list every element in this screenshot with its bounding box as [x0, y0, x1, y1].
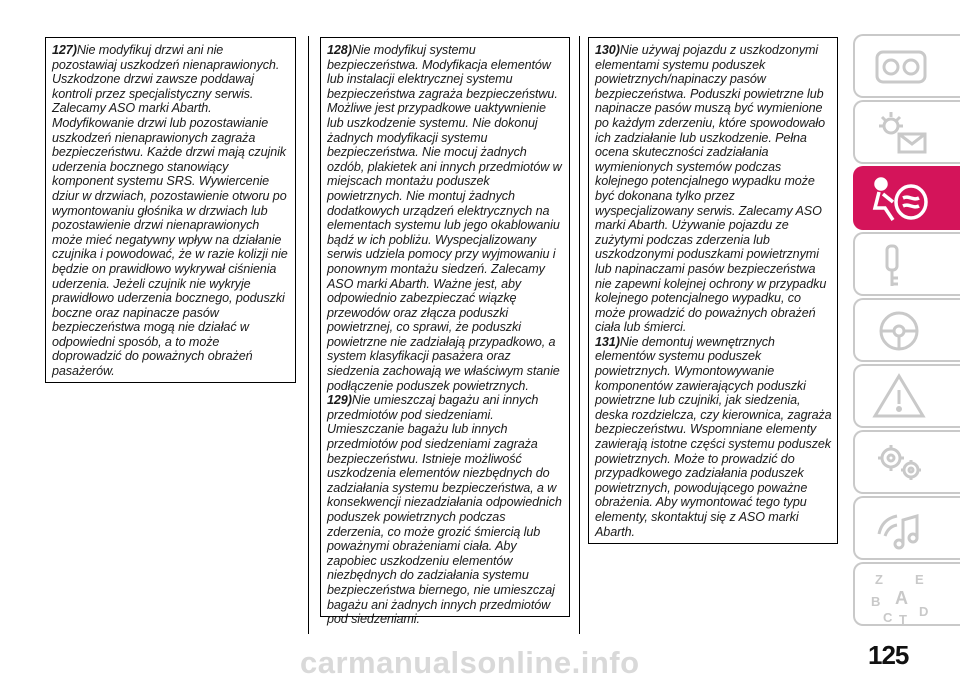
dashboard-icon — [869, 42, 933, 92]
note-number: 130) — [595, 43, 620, 57]
note-number: 128) — [327, 43, 352, 57]
breakdown-triangle-icon — [869, 372, 933, 422]
note-text: Nie używaj pojazdu z uszkodzonymi elementami systemu poduszek powietrznych/napinaczy pasów bezpieczeństwa. Poduszki powietrzne lub napinacze pasów muszą być wymienione po każdym zderzeniu, które spowodowało ich zadziałanie lub uszkodzenie. Pełna ocena skuteczności zadziałania wymienionych systemów podczas kolejnego potencjalnego wypadku może być dokonana tylko przez wyspecjalizowany serwis. Zalecamy ASO marki Abarth. Używanie pojazdu ze zużytymi podczas zderzenia lub uszkodzonymi poduszkami powietrznymi lub napinaczami pasów bezpieczeństwa nie zapewni kolejnej ochrony w przypadku kolejnego potencjalnego wypadku, co może prowadzić do poważnych obrażeń ciała lub śmierci. — [595, 43, 827, 335]
key-ignition-icon — [869, 240, 933, 290]
note-box-130-131 — [588, 37, 838, 544]
index-letter: T — [899, 612, 907, 626]
tab-starting-driving[interactable] — [853, 232, 960, 296]
index-letter: E — [915, 572, 924, 587]
alphabetical-index-icon — [869, 570, 939, 626]
tab-dashboard[interactable] — [853, 34, 960, 98]
note-box-128-129 — [320, 37, 570, 627]
note-number: 127) — [52, 43, 77, 57]
warning-lights-icon — [869, 108, 933, 158]
tab-maintenance[interactable] — [853, 430, 960, 494]
tab-steering[interactable] — [853, 298, 960, 362]
note-text: Nie demontuj wewnętrznych elementów systemu poduszek powietrznych. Wymontowywanie komponentów zawierających poduszki powietrzne lub czujniki, jak siedzenia, deska rozdzielcza, czy kierownica, zagraża bezpieczeństwu. Wspomniane elementy zawierają istotne części systemu poduszek powietrznych. Może to prowadzić do przypadkowego zadziałania poduszek powietrznych, powodującego poważne obrażenia. Aby wymontować tego typu elementy, skontaktuj się z ASO marki Abarth. — [595, 334, 832, 539]
watermark: carmanualsonline.info — [300, 645, 640, 680]
multimedia-antenna-icon — [869, 504, 933, 554]
note-number: 131) — [595, 334, 620, 349]
airbag-passenger-icon — [869, 174, 939, 226]
note-box-127 — [45, 37, 296, 383]
note-127 — [52, 43, 291, 379]
note-128 — [327, 43, 565, 393]
tab-multimedia[interactable] — [853, 496, 960, 560]
note-129 — [327, 393, 565, 627]
index-letter: B — [871, 594, 881, 609]
note-130 — [595, 43, 833, 335]
note-text: Nie modyfikuj systemu bezpieczeństwa. Modyfikacja elementów lub instalacji elektrycznej systemu bezpieczeństwa zagraża bezpieczeństwu. Możliwe jest przypadkowe uaktywnienie lub uszkodzenie systemu. Nie dokonuj żadnych modyfikacji systemu bezpieczeństwa. Nie mocuj żadnych ozdób, plakietek ani innych przedmiotów w miejscach montażu poduszek powietrznych. Nie montuj żadnych dodatkowych urządzeń elektrycznych na elementach systemu lub jego okablowaniu bądź w ich pobliżu. Wyspecjalizowany serwis udziela pomocy przy wyjmowaniu i ponownym montażu siedzeń. Zalecamy ASO marki Abarth. Ważne jest, aby odpowiednio zabezpieczać wiązkę przewodów oraz złącza poduszki powietrznej, co sprawi, że poduszki powietrzne nie zadziałają przypadkowo, a system klasyfikacji pasażera oraz siedzenia zachowają we właściwym stanie podłączenie poduszek powietrznych. — [327, 43, 562, 393]
tab-index[interactable] — [853, 562, 960, 626]
note-text: Nie umieszczaj bagażu ani innych przedmiotów pod siedzeniami. Umieszczanie bagażu lub innych przedmiotów pod siedzeniami zagraża bezpieczeństwu. Istnieje możliwość uszkodzenia elementów niezbędnych do zadziałania systemu bezpieczeństwa, a w konsekwencji niezadziałania odpowiednich poduszek powietrznych podczas zderzenia, co może grozić śmiercią lub poważnymi obrażeniami ciała. Aby zapobiec uszkodzeniu elementów niezbędnych do zadziałania systemu bezpieczeństwa biernego, nie umieszczaj bagażu ani żadnych innych przedmiotów pod siedzeniami. — [327, 393, 562, 627]
index-letter: C — [883, 610, 893, 625]
tab-emergency[interactable] — [853, 364, 960, 428]
tab-safety[interactable] — [853, 166, 960, 230]
note-number: 129) — [327, 393, 352, 408]
note-131 — [595, 335, 833, 539]
index-letter: D — [919, 604, 929, 619]
note-text: Nie modyfikuj drzwi ani nie pozostawiaj uszkodzeń nienaprawionych. Uszkodzone drzwi zawsze poddawaj kontroli przez specjalistyczny serwis. Zalecamy ASO marki Abarth. Modyfikowanie drzwi lub pozostawianie uszkodzeń nienaprawionych zagraża bezpieczeństwu. Każde drzwi mają czujnik uderzenia bocznego stanowiący komponent systemu SRS. Wywiercenie dziur w drzwiach, pozostawienie otworu po wymontowaniu głośnika w drzwiach lub pozostawienie drzwi nienaprawionych może mieć negatywny wpływ na działanie czujnika i powodować, że w razie kolizji nie będzie on prawidłowo wykrywał ciśnienia uderzenia. Jeżeli czujnik nie wykryje prawidłowo uderzenia bocznego, poduszki boczne oraz napinacze pasów bezpieczeństwa mogą nie działać w odpowiedni sposób, a to może doprowadzić do poważnych obrażeń pasażerów. — [52, 43, 288, 379]
maintenance-gears-icon — [869, 438, 933, 488]
index-letter: A — [895, 588, 908, 608]
page-number: 125 — [868, 640, 909, 670]
column-divider — [579, 36, 580, 634]
tab-warning-lights[interactable] — [853, 100, 960, 164]
index-letter: Z — [875, 572, 883, 587]
column-divider — [308, 36, 309, 634]
steering-wheel-icon — [869, 306, 933, 356]
